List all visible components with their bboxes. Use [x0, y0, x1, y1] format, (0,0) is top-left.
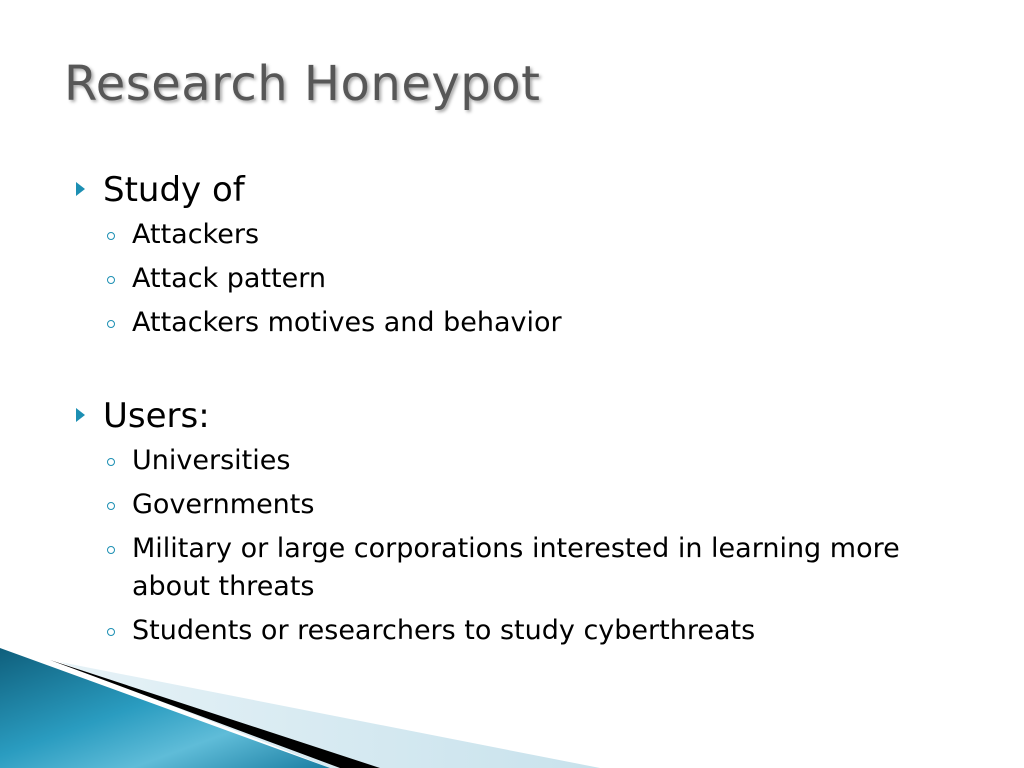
bullet-level1	[0, 394, 1024, 438]
list-item-text: Governments	[132, 489, 315, 520]
triangle-right-icon	[76, 182, 85, 196]
list-item	[0, 486, 1024, 526]
list-item-text: Attackers	[132, 219, 260, 250]
triangle-right-icon	[76, 408, 85, 422]
hollow-circle-icon	[107, 276, 115, 284]
list-item	[0, 216, 1024, 256]
list-item	[0, 260, 1024, 300]
list-item-text: Attackers motives and behavior	[132, 307, 562, 338]
bullet-heading: Users:	[103, 396, 210, 436]
list-item-text: Universities	[132, 445, 291, 476]
hollow-circle-icon	[107, 320, 115, 328]
sub-bullet-list	[0, 442, 1024, 652]
list-item	[0, 442, 1024, 482]
hollow-circle-icon	[107, 458, 115, 466]
hollow-circle-icon	[107, 502, 115, 510]
bullet-section-users	[0, 394, 1024, 652]
list-item-text: Military or large corporations interested in learning more about threats	[132, 533, 900, 602]
bullet-level1	[0, 168, 1024, 212]
hollow-circle-icon	[107, 546, 115, 554]
list-item-text: Attack pattern	[132, 263, 326, 294]
hollow-circle-icon	[107, 232, 115, 240]
list-item	[0, 530, 1024, 608]
list-item-text: Students or researchers to study cyberthreats	[132, 615, 756, 646]
list-item	[0, 304, 1024, 344]
bullet-heading: Study of	[103, 170, 245, 210]
corner-decoration	[0, 640, 1024, 768]
hollow-circle-icon	[107, 628, 115, 636]
slide-title: Research Honeypot	[64, 56, 541, 112]
bullet-section-study	[0, 168, 1024, 344]
sub-bullet-list	[0, 216, 1024, 344]
